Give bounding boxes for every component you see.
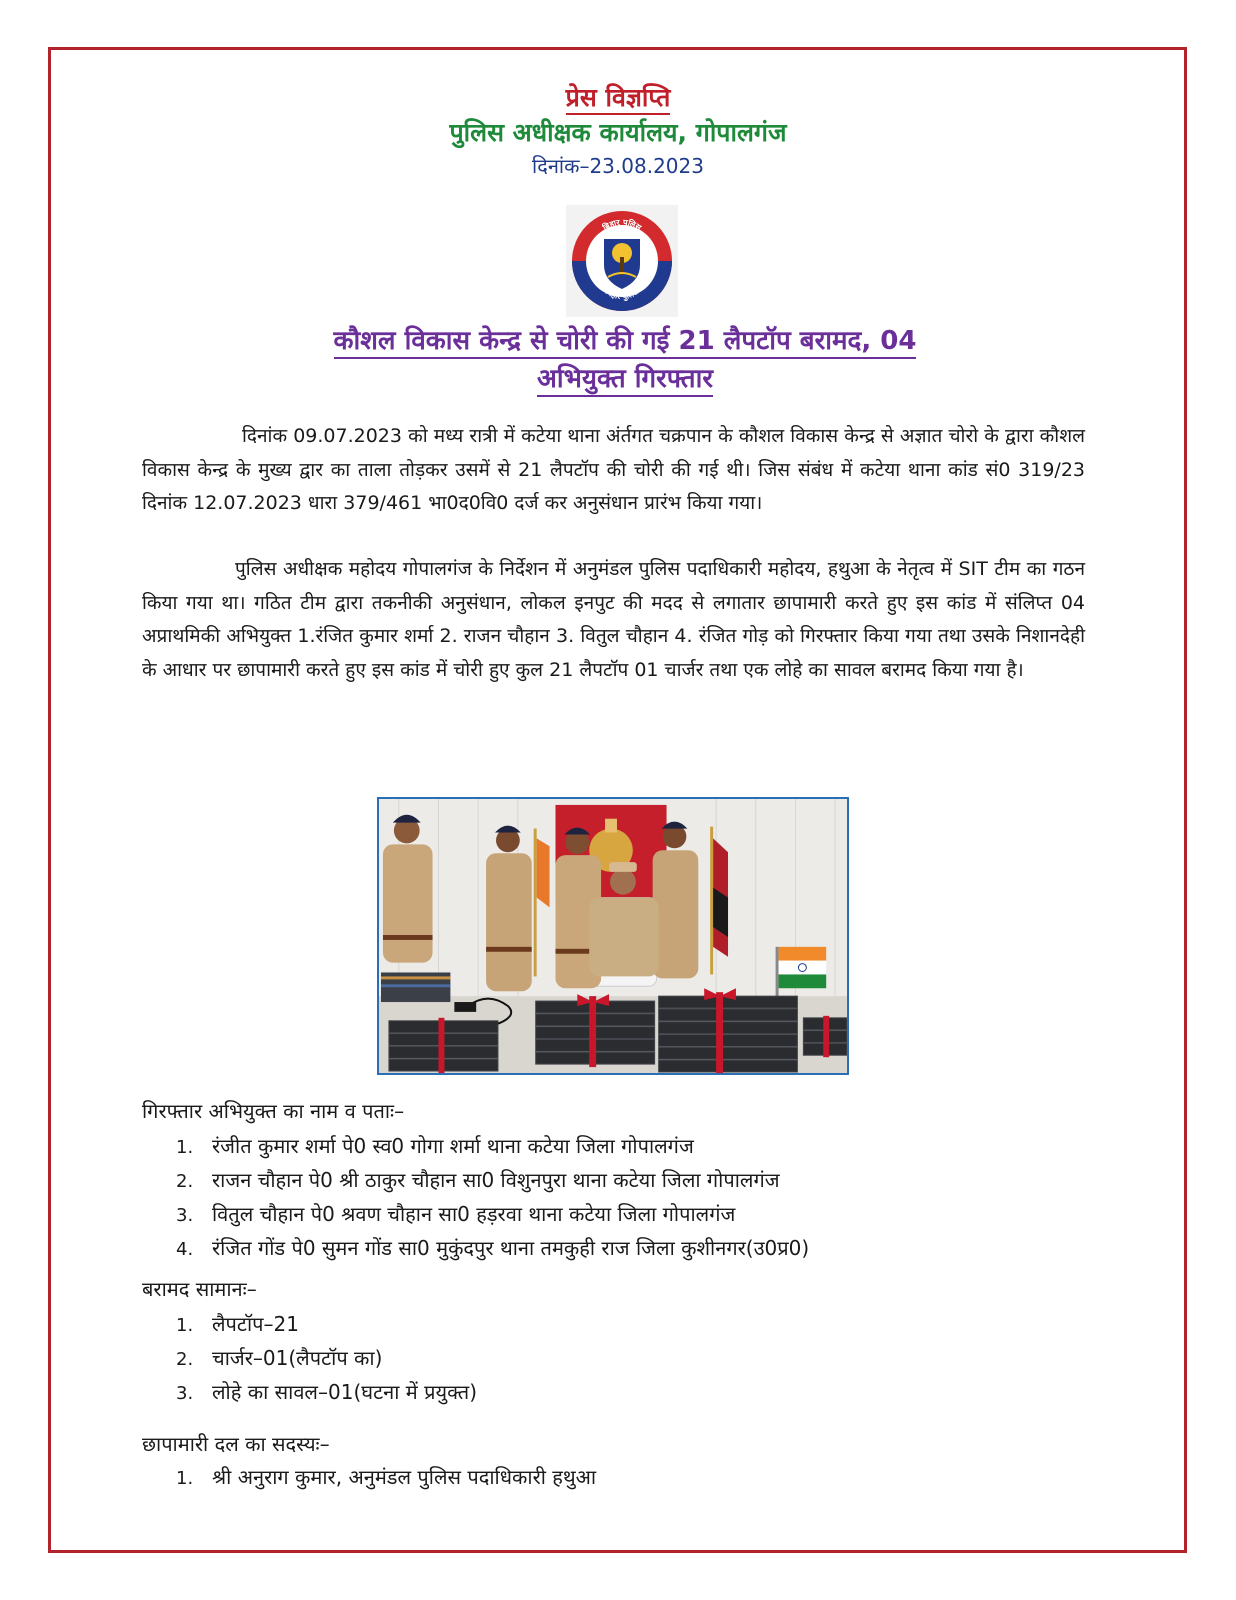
list-item: 1. श्री अनुराग कुमार, अनुमंडल पुलिस पदाधिकारी हथुआ	[176, 1465, 597, 1489]
list-item: 1. लैपटॉप–21	[176, 1312, 299, 1336]
raid-team-list	[176, 1460, 596, 1494]
list-item: 3. वितुल चौहान पे0 श्रवण चौहान सा0 हड़रवा थाना कटेया जिला गोपालगंज	[176, 1202, 736, 1226]
logo-bottom-text: बिहार पुलिस	[603, 287, 641, 302]
body-paragraph-2: पुलिस अधीक्षक महोदय गोपालगंज के निर्देशन में अनुमंडल पुलिस पदाधिकारी महोदय, हथुआ के नेतृत्व में SIT टीम का गठन किया गया था। गठित टीम द्वारा तकनीकी अनुसंधान, लोकल इनपुट की मदद से लगातार छापामारी करते हुए इस कांड में संलिप्त 04 अप्राथमिकी अभियुक्त 1.रंजित कुमार शर्मा 2. राजन चौहान 3. वितुल चौहान 4. रंजित गोड़ को गिरफ्तार किया गया तथा उसके निशानदेही के आधार पर छापामारी करते हुए इस कांड में चोरी हुए कुल 21 लैपटॉप 01 चार्जर तथा एक लोहे का सावल बरामद किया गया है।	[142, 558, 1085, 681]
bihar-police-logo	[566, 205, 678, 317]
list-item: 4. रंजित गोंड पे0 सुमन गोंड सा0 मुकुंदपुर थाना तमकुही राज जिला कुशीनगर(उ0प्र0)	[176, 1236, 810, 1260]
headline-line-1: कौशल विकास केन्द्र से चोरी की गई 21 लैपटॉप बरामद, 04	[230, 322, 1020, 360]
office-name: पुलिस अधीक्षक कार्यालय, गोपालगंज	[449, 118, 787, 147]
raid-team-heading: छापामारी दल का सदस्यः–	[142, 1432, 330, 1456]
list-item: 3. लोहे का सावल–01(घटना में प्रयुक्त)	[176, 1380, 478, 1404]
press-photo	[377, 797, 849, 1075]
recovered-list	[176, 1307, 477, 1409]
body-paragraph-1: दिनांक 09.07.2023 को मध्य रात्री में कटेया थाना अंर्तगत चक्रपान के कौशल विकास केन्द्र से अज्ञात चोरो के द्वारा कौशल विकास केन्द्र के मुख्य द्वार का ताला तोड़कर उसमें से 21 लैपटॉप की चोरी की गई थी। जिस संबंध में कटेया थाना कांड सं0 319/23 दिनांक 12.07.2023 धारा 379/461 भा0द0वि0 दर्ज कर अनुसंधान प्रारंभ किया गया।	[142, 425, 1085, 514]
list-item: 1. रंजीत कुमार शर्मा पे0 स्व0 गोगा शर्मा थाना कटेया जिला गोपालगंज	[176, 1134, 694, 1158]
list-item: 2. चार्जर–01(लैपटॉप का)	[176, 1346, 383, 1370]
headline-line-2: अभियुक्त गिरफ्तार	[230, 360, 1020, 398]
arrested-heading: गिरफ्तार अभियुक्त का नाम व पताः–	[142, 1099, 405, 1123]
press-release-title: प्रेस विज्ञप्ति	[0, 80, 1236, 114]
list-item: 2. राजन चौहान पे0 श्री ठाकुर चौहान सा0 विशुनपुरा थाना कटेया जिला गोपालगंज	[176, 1168, 780, 1192]
recovered-heading: बरामद सामानः–	[142, 1277, 257, 1301]
logo-top-text: बिहार पुलिस	[601, 217, 643, 233]
arrested-list	[176, 1129, 809, 1265]
release-date: दिनांक–23.08.2023	[532, 154, 704, 178]
